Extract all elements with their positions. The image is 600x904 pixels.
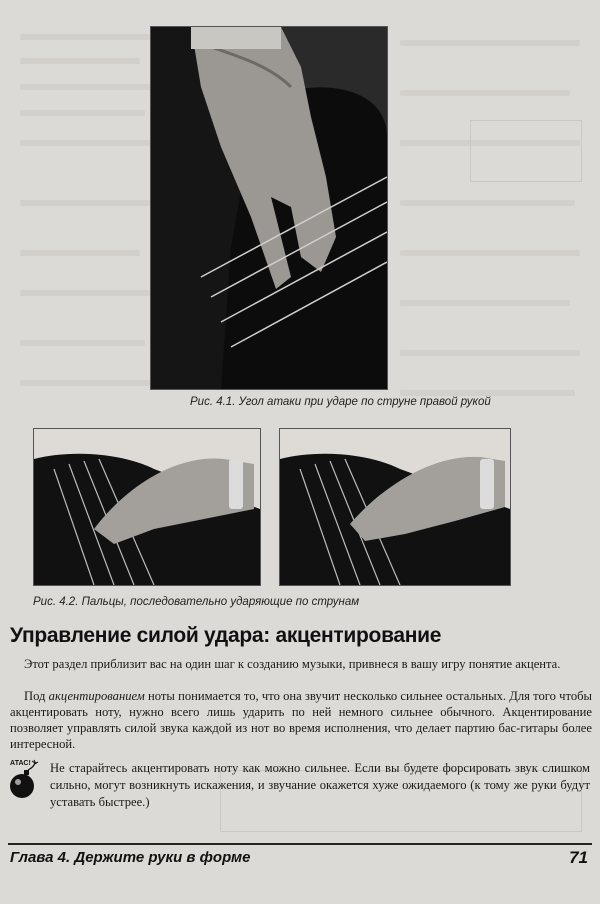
caption-text: Пальцы, последовательно ударяющие по струнам [81, 596, 360, 608]
figure-4-2-right-photo [279, 428, 511, 586]
figure-4-2-left-photo [33, 428, 261, 586]
warning-text: Не старайтесь акцентировать ноту как можно сильнее. Если вы будете форсировать звук слишком сильно, могут возникнуть искажения, и звучание окажется хуже ожидаемого (к тому же руки будут уставать быстрее.) [50, 761, 590, 809]
warning-icon-label: АТАС! [10, 760, 31, 767]
intro-paragraph: Этот раздел приблизит вас на один шаг к созданию музыки, привнеся в вашу игру понятие акцента. [24, 657, 561, 671]
lead-text: Под [24, 689, 49, 703]
section-intro [10, 656, 592, 672]
figure-number: Рис. 4.1. [190, 396, 236, 408]
section-heading: Управление силой удара: акцентирование [10, 624, 442, 647]
figure-number: Рис. 4.2. [33, 596, 79, 608]
section-body [10, 688, 592, 752]
term-accent: акцентированием [48, 689, 145, 703]
figure-4-2-caption [33, 596, 359, 608]
chapter-title: Глава 4. Держите руки в форме [10, 849, 251, 866]
caption-text: Угол атаки при ударе по струне правой рукой [238, 396, 491, 408]
figure-4-1-caption [190, 396, 491, 408]
warning-bomb-icon [8, 756, 40, 804]
figure-4-1-photo [150, 26, 388, 390]
page-number: 71 [569, 848, 588, 867]
accent-definition-paragraph [10, 688, 592, 752]
rest-text: ноты понимается то, что она звучит несколько сильнее остальных. Для того чтобы акцентировать ноту, нужно всего лишь ударить по ней немного сильнее обычного. Акцентирование позволяет управлять силой звука каждой из нот во время исполнения, что делает партию бас-гитары более интересной. [10, 689, 592, 751]
footer-rule [8, 843, 592, 845]
